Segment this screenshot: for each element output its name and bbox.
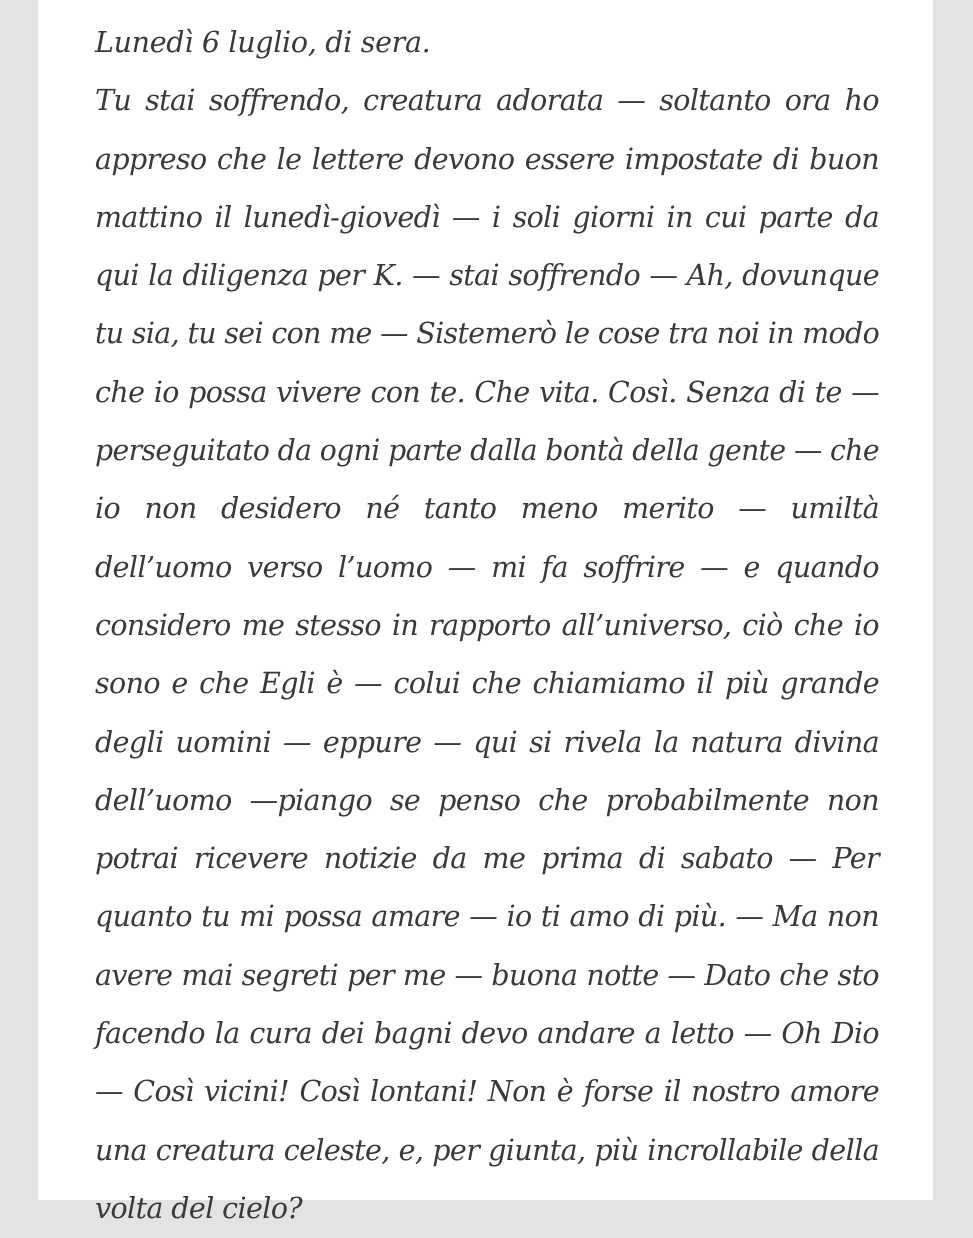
letter-line: Tu stai soffrendo, creatura adorata — soltanto ora ho — [95, 84, 879, 118]
letter-line: che io possa vivere con te. Che vita. Così. Senza di te — — [95, 375, 879, 409]
letter-line: appreso che le lettere devono essere impostate di buon — [95, 142, 879, 176]
letter-line: degli uomini — eppure — qui si rivela la natura divina — [95, 725, 879, 759]
letter-dateline: Lunedì 6 luglio, di sera. — [95, 26, 431, 59]
letter-line: sono e che Egli è — colui che chiamiamo il più grande — [95, 667, 879, 701]
letter-line: — Così vicini! Così lontani! Non è forse il nostro amore — [95, 1075, 879, 1109]
letter-line: tu sia, tu sei con me — Sistemerò le cose tra noi in modo — [95, 317, 880, 351]
letter-line: avere mai segreti per me — buona notte — Dato che sto — [95, 958, 879, 992]
letter-line: perseguitato da ogni parte dalla bontà della gente — che — [95, 434, 879, 468]
letter-line: facendo la cura dei bagni devo andare a letto — Oh Dio — [95, 1017, 879, 1051]
letter-line: considero me stesso in rapporto all’universo, ciò che io — [95, 608, 879, 642]
letter-line: io non desidero né tanto meno merito — umiltà — [95, 492, 879, 526]
letter-line: potrai ricevere notizie da me prima di sabato — Per — [95, 842, 879, 876]
letter-line: dell’uomo verso l’uomo — mi fa soffrire — e quando — [95, 550, 879, 584]
letter-line-last: volta del cielo? — [95, 1191, 303, 1225]
letter-page — [38, 0, 933, 1225]
letter-line: dell’uomo —piango se penso che probabilmente non — [95, 783, 879, 817]
letter-line: una creatura celeste, e, per giunta, più incrollabile della — [95, 1133, 879, 1167]
letter-line: quanto tu mi possa amare — io ti amo di più. — Ma non — [95, 900, 879, 934]
letter-line: qui la diligenza per K. — stai soffrendo — Ah, dovunque — [95, 259, 879, 293]
letter-line: mattino il lunedì-giovedì — i soli giorni in cui parte da — [95, 200, 879, 234]
